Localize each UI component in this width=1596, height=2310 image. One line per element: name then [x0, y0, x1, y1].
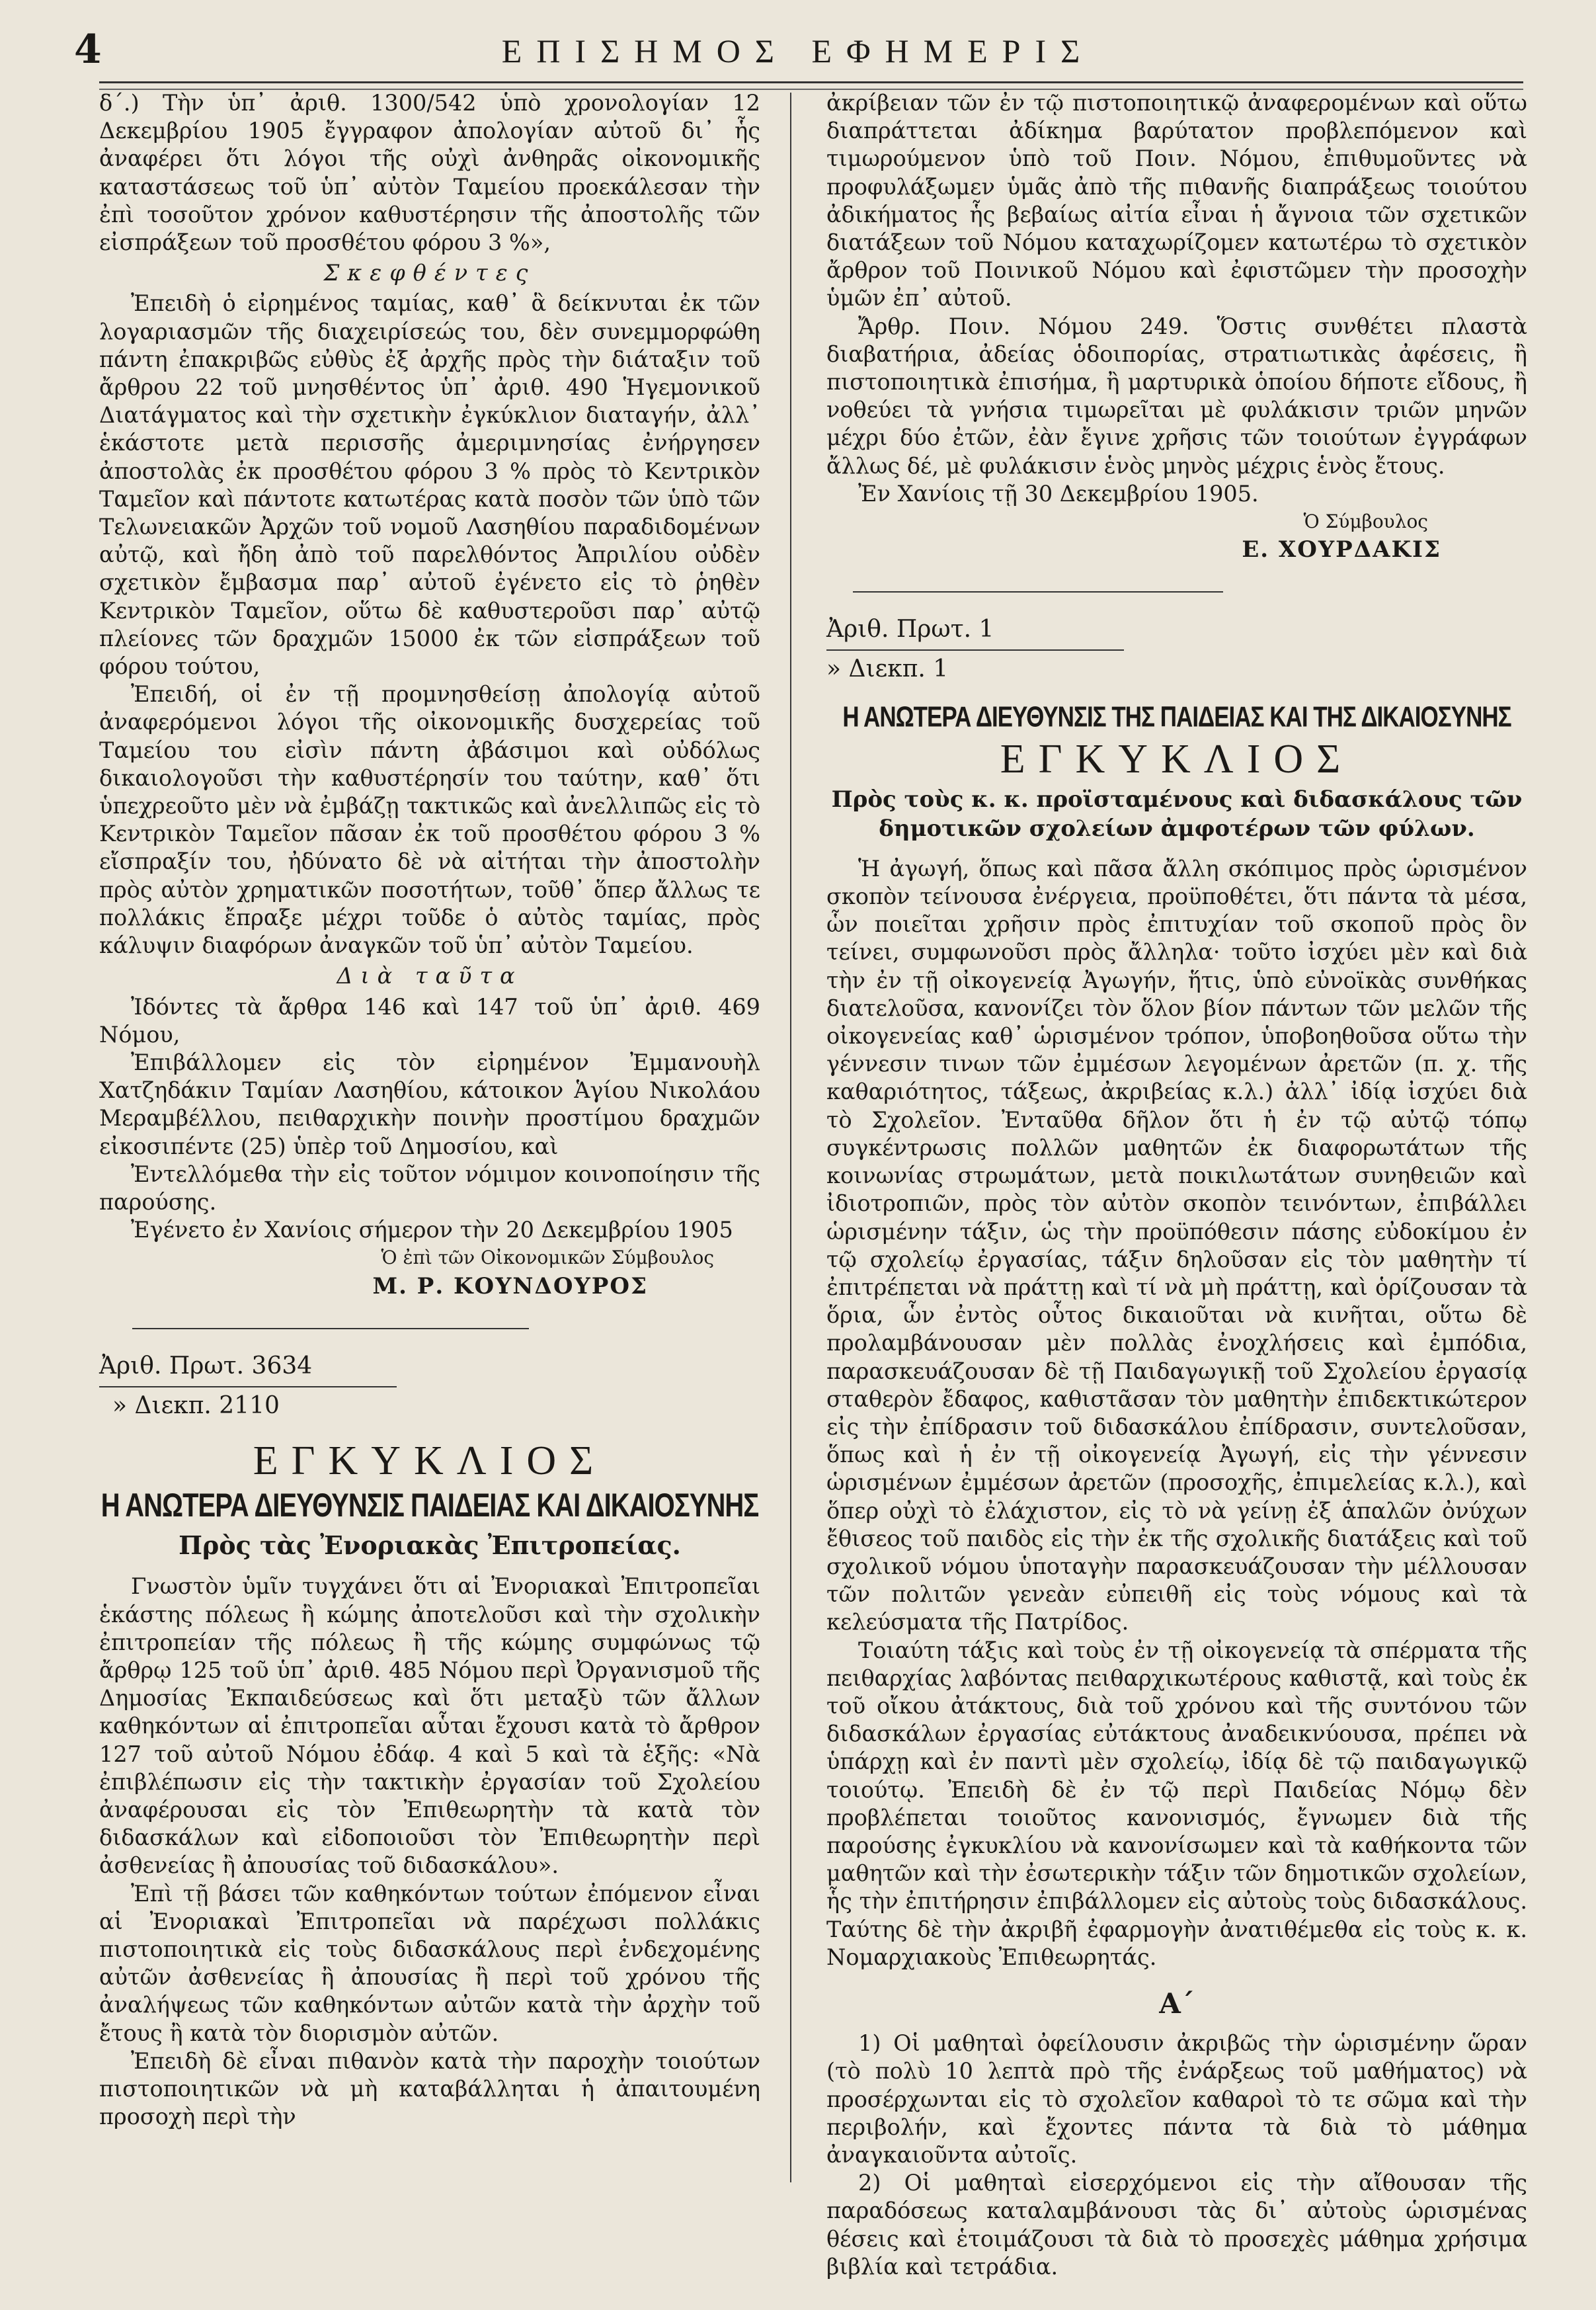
signer-office: Ὁ Σύμβουλος [1303, 511, 1428, 533]
signer-name: Μ. Ρ. ΚΟΥΝΔΟΥΡΟΣ [372, 1272, 648, 1299]
gazette-title: ΕΠΙΣΗΜΟΣ ΕΦΗΜΕΡΙΣ [501, 32, 1095, 69]
dispatch-number: » Διεκπ. 2110 [112, 1391, 280, 1419]
protocol-number: Ἀριθ. Πρωτ. 1 [826, 616, 994, 643]
paragraph: Ἐπειδὴ ὁ εἰρημένος ταμίας, καθ᾽ ἃ δείκνυται ἐκ τῶν λογαριασμῶν τῆς διαχειρίσεώς του, δὲν συνεμμορφώθη πάντη ἐπακριβῶς εὐθὺς ἐξ ἀρχῆς πρὸς τὴν διάταξιν τοῦ ἄρθρου 22 τοῦ μνησθέντος ὑπ᾽ ἀριθ. 490 Ἡγεμονικοῦ Διατάγματος καὶ τὴν σχετικὴν ἐγκύκλιον διαταγήν, ἀλλ᾽ ἑκάστοτε μετὰ περισσῆς ἀμεριμνησίας ἐνήργησεν ἀποστολὰς ἐκ προσθέτου φόρου 3 % πρὸς τὸ Κεντρικὸν Ταμεῖον καὶ πάντοτε κατωτέρας κατὰ ποσὸν τῶν ὑπὸ τῶν Τελωνειακῶν Ἀρχῶν τοῦ νομοῦ Λασηθίου παραδιδομένων αὐτῷ, καὶ ἤδη ἀπὸ τοῦ παρελθόντος Ἀπριλίου οὐδὲν σχετικὸν ἔμβασμα παρ᾽ αὐτοῦ ἐγένετο εἰς τὸ ῥηθὲν Κεντρικὸν Ταμεῖον, οὕτω δὲ καθυστεροῦσι παρ᾽ αὐτῷ πλείονες τῶν δραχμῶν 15000 ἐκ τῶν εἰσπράξεων τοῦ φόρου τούτου, [99, 290, 760, 680]
page-number: 4 [74, 26, 102, 73]
issuing-authority: Η ΑΝΩΤΕΡΑ ΔΙΕΥΘΥΝΣΙΣ ΤΗΣ ΠΑΙΔΕΙΑΣ ΚΑΙ ΤΗΣ ΔΙΚΑΙΟΣΥΝΗΣ [842, 701, 1511, 734]
right-column [826, 89, 1527, 2281]
paragraph: Ἐπὶ τῇ βάσει τῶν καθηκόντων τούτων ἐπόμενον εἶναι αἱ Ἐνοριακαὶ Ἐπιτροπεῖαι νὰ παρέχωσι πολλάκις πιστοποιητικὰ εἰς τοὺς διδασκάλους περὶ ἐνδεχομένης αὐτῶν ἀσθενείας ἢ ἀπουσίας ἢ περὶ τοῦ χρόνου τῆς ἀναλήψεως τῶν καθηκόντων αὐτῶν κατὰ τὴν ἀρχὴν τοῦ ἔτους ἢ κατὰ τὸν διορισμὸν αὐτῶν. [99, 1880, 760, 2046]
left-column [99, 89, 760, 2131]
rule-item: 1) Οἱ μαθηταὶ ὀφείλουσιν ἀκριβῶς τὴν ὡρισμένην ὥραν (τὸ πολὺ 10 λεπτὰ πρὸ τῆς ἐνάρξεως τοῦ μαθήματος) νὰ προσέρχωνται εἰς τὸ σχολεῖον καθαροὶ τὸ τε σῶμα καὶ τὴν περιβολήν, καὶ ἔχοντες πάντα τὰ διὰ τὸ μάθημα ἀναγκαιοῦντα αὐτοῖς. [826, 2030, 1527, 2168]
law-article: Ἄρθρ. Ποιν. Νόμου 249. Ὅστις συνθέτει πλαστὰ διαβατήρια, ἀδείας ὁδοιπορίας, στρατιωτικὰς ἀφέσεις, ἢ πιστοποιητικὰ ἐπισήμα, ἢ μαρτυρικὰ ὁποίου δήποτε εἴδους, ἢ νοθεύει τὰ γνήσια τιμωρεῖται μὲ φυλάκισιν τριῶν μηνῶν μέχρι δύο ἐτῶν, ἐὰν ἔγινε χρῆσις τῶν τοιούτων ἐγγράφων ἄλλως δέ, μὲ φυλάκισιν ἑνὸς μηνὸς μέχρις ἑνὸς ἔτους. [826, 313, 1527, 479]
paragraph: Γνωστὸν ὑμῖν τυγχάνει ὅτι αἱ Ἐνοριακαὶ Ἐπιτροπεῖαι ἑκάστης πόλεως ἢ κώμης ἀποτελοῦσι καὶ τὴν σχολικὴν ἐπιτροπείαν τῆς πόλεως ἢ τῆς κώμης συμφώνως τῷ ἄρθρῳ 125 τοῦ ὑπ᾽ ἀριθ. 485 Νόμου περὶ Ὀργανισμοῦ τῆς Δημοσίας Ἐκπαιδεύσεως καὶ ὅτι μεταξὺ τῶν ἄλλων καθηκόντων αἱ ἐπιτροπεῖαι αὗται ἔχουσι κατὰ τὸ ἄρθρον 127 τοῦ αὐτοῦ Νόμου ἐδάφ. 4 καὶ 5 καὶ τὰ ἑξῆς: «Νὰ ἐπιβλέπωσιν εἰς τὴν τακτικὴν ἐργασίαν τοῦ Σχολείου ἀναφέρουσαι εἰς τὸν Ἐπιθεωρητὴν τὰ κατὰ τὸν διδασκάλων καὶ εἰδοποιοῦσι τὸν Ἐπιθεωρητὴν περὶ ἀσθενείας ἢ ἀπουσίας τοῦ διδασκάλου». [99, 1573, 760, 1879]
rule-item: 2) Οἱ μαθηταὶ εἰσερχόμενοι εἰς τὴν αἴθουσαν τῆς παραδόσεως καταλαμβάνουσι τὰς δι᾽ αὐτοὺς ὡρισμένας θέσεις καὶ ἑτοιμάζουσι τὰ διὰ τὸ προσεχὲς μάθημα χρήσιμα βιβλία καὶ τετράδια. [826, 2170, 1527, 2280]
paragraph: Ἐπιβάλλομεν εἰς τὸν εἰρημένον Ἐμμανουὴλ Χατζηδάκιν Ταμίαν Λασηθίου, κάτοικον Ἁγίου Νικολάου Μεραμβέλλου, πειθαρχικὴν ποινὴν προστίμου δραχμῶν εἰκοσιπέντε (25) ὑπὲρ τοῦ Δημοσίου, καὶ [99, 1049, 760, 1159]
dispatch-number: » Διεκπ. 1 [826, 655, 949, 683]
addressee: Πρὸς τοὺς κ. κ. προϊσταμένους καὶ διδασκάλους τῶν δημοτικῶν σχολείων ἀμφοτέρων τῶν φύλων. [831, 786, 1523, 842]
dia-tauta-heading: Διὰ ταῦτα [337, 963, 523, 989]
signer-office: Ὁ ἐπὶ τῶν Οἰκονομικῶν Σύμβουλος [381, 1247, 714, 1269]
column-divider [790, 93, 791, 2182]
opening-paragraph: δ΄.) Τὴν ὑπ᾽ ἀριθ. 1300/542 ὑπὸ χρονολογίαν 12 Δεκεμβρίου 1905 ἔγγραφον ἀπολογίαν αὐτοῦ δι᾽ ἧς ἀναφέρει ὅτι λόγοι τῆς οὐχὶ ἀνθηρᾶς οἰκονομικῆς καταστάσεως τοῦ ὑπ᾽ αὐτὸν Ταμείου προεκάλεσαν τὴν ἐπὶ τοσοῦτον χρόνον καθυστέρησιν τῆς ἀποστολῆς τῶν εἰσπράξεων τοῦ προσθέτου φόρου 3 %», [99, 90, 760, 256]
paragraph: Ἡ ἀγωγή, ὅπως καὶ πᾶσα ἄλλη σκόπιμος πρὸς ὡρισμένον σκοπὸν τείνουσα ἐνέργεια, προϋποθέτει, ὅτι πάντα τὰ μέσα, ὧν ποιεῖται χρῆσιν πρὸς ἐπιτυχίαν τοῦ σκοποῦ πρὸς ὃν τείνει, συμφωνοῦσι πρὸς ἄλληλα· τοῦτο ἰσχύει μὲν καὶ διὰ τὴν ἐν τῇ οἰκογενείᾳ Ἀγωγήν, ἥτις, ὑπὸ εὐνοϊκὰς συνθήκας διατελοῦσα, κανονίζει τὸν ὅλον βίον πάντων τῶν μελῶν τῆς οἰκογενείας καθ᾽ ὡρισμένον τρόπον, ὑποβοηθοῦσα οὕτω τὴν γέννεσιν τινων τῶν ἐμμέσων λεγομένων ἀρετῶν (π. χ. τῆς καθαριότητος, τάξεως, ἀκριβείας κ.λ.) ἀλλ᾽ ἰδίᾳ ἰσχύει διὰ τὸ Σχολεῖον. Ἐνταῦθα δῆλον ὅτι ἡ ἐν τῷ αὐτῷ τόπῳ συγκέντρωσις πολλῶν μαθητῶν ἐκ διαφορωτάτων τῆς κοινωνίας στρωμάτων, μετὰ ποικιλωτάτων συνηθειῶν καὶ ἰδιοτροπιῶν, πρὸς τὸν αὐτὸν σκοπὸν τεινόντων, ἐπιβάλλει ὡρισμένην τάξιν, ὡς τὴν προϋπόθεσιν πάσης εὐδοκίμου ἐν τῷ σχολείῳ ἐργασίας, τάξιν δηλοῦσαν εἰς τὸν μαθητὴν τί ἐπιτρέπεται νὰ πράττῃ καὶ τί νὰ μὴ πράττῃ, καὶ ὁρίζουσαν τὰ ὅρια, ὧν ἐντὸς οὗτος δικαιοῦται νὰ κινῆται, οὕτω δὲ προλαμβάνουσαν μὲν πολλὰς ἐνοχλήσεις καὶ ἐμπόδια, παρασκευάζουσαν δὲ τῇ Παιδαγωγικῇ τοῦ Σχολείου ἐργασίᾳ σταθερὸν ἔδαφος, καθιστᾶσαν τὸν μαθητὴν ἐπιδεκτικώτερον εἰς τὴν ἐπίδρασιν τοῦ διδασκάλου ἐπίδρασιν, συντελοῦσαν, ὅπως καὶ ἡ ἐν τῇ οἰκογενείᾳ Ἀγωγή, εἰς τὴν γέννεσιν ὡρισμένων ἐμμέσων ἀρετῶν (προσοχῆς, ἐπιμελείας κ.λ.), καὶ ὅπερ οὐχὶ τὸ ἐλάχιστον, εἰς τὸ νὰ γείνῃ ἐξ ἁπαλῶν ὀνύχων ἔθισεος τοῦ παιδὸς εἰς τὴν ἐκ τῆς σχολικῆς διατάξεις καὶ τοῦ σχολικοῦ νόμου ὑποταγὴν παρασκευάζουσαν τὴν μέλλουσαν τῶν πολιτῶν γενεὰν εὐπειθῆ εἰς τοὺς νόμους καὶ τὰ κελεύσματα τῆς Πατρίδος. [826, 855, 1527, 1635]
decision-date: Ἐγένετο ἐν Χανίοις σήμερον τὴν 20 Δεκεμβρίου 1905 [131, 1217, 733, 1243]
addressee: Πρὸς τὰς Ἐνοριακὰς Ἐπιτροπείας. [179, 1530, 681, 1561]
paragraph: ἀκρίβειαν τῶν ἐν τῷ πιστοποιητικῷ ἀναφερομένων καὶ οὕτω διαπράττεται ἀδίκημα βαρύτατον προβλεπόμενον καὶ τιμωρούμενον ὑπὸ τοῦ Ποιν. Νόμου, ἐπιθυμοῦντες νὰ προφυλάξωμεν ὑμᾶς ἀπὸ τῆς πιθανῆς διαπράξεως τοιούτου ἀδικήματος ἧς βεβαίως αἰτία εἶναι ἡ ἄγνοια τῶν σχετικῶν διατάξεων τοῦ Νόμου καταχωρίζομεν κατωτέρω τὸ σχετικὸν ἄρθρον τοῦ Ποινικοῦ Νόμου καὶ ἐφιστῶμεν τὴν προσοχὴν ὑμῶν ἐπ᾽ αὐτοῦ. [826, 90, 1527, 311]
section-divider [853, 591, 1223, 593]
section-divider [132, 1328, 529, 1329]
skephthentes-heading: Σκεφθέντες [323, 260, 536, 286]
circular-heading: ΕΓΚΥΚΛΙΟΣ [253, 1438, 607, 1483]
issuing-authority: Η ΑΝΩΤΕΡΑ ΔΙΕΥΘΥΝΣΙΣ ΠΑΙΔΕΙΑΣ ΚΑΙ ΔΙΚΑΙΟΣΥΝΗΣ [100, 1487, 759, 1524]
paragraph: Ἐντελλόμεθα τὴν εἰς τοῦτον νόμιμον κοινοποίησιν τῆς παρούσης. [99, 1161, 760, 1215]
signer-name: Ε. ΧΟΥΡΔΑΚΙΣ [1242, 536, 1441, 563]
circular-heading: ΕΓΚΥΚΛΙΟΣ [1000, 736, 1354, 782]
protocol-number: Ἀριθ. Πρωτ. 3634 [99, 1352, 313, 1380]
protocol-rule [826, 649, 1124, 651]
decision-date: Ἐν Χανίοις τῇ 30 Δεκεμβρίου 1905. [858, 480, 1259, 507]
paragraph: Ἰδόντες τὰ ἄρθρα 146 καὶ 147 τοῦ ὑπ᾽ ἀριθ. 469 Νόμου, [99, 993, 760, 1048]
paragraph: Ἐπειδὴ δὲ εἶναι πιθανὸν κατὰ τὴν παροχὴν τοιούτων πιστοποιητικῶν νὰ μὴ καταβάλληται ἡ ἀπαιτουμένη προσοχὴ περὶ τὴν [99, 2047, 760, 2130]
paragraph: Ἐπειδή, οἱ ἐν τῇ προμνησθείσῃ ἀπολογίᾳ αὐτοῦ ἀναφερόμενοι λόγοι τῆς οἰκονομικῆς δυσχερείας τοῦ Ταμείου του εἰσὶν πάντη ἀβάσιμοι καὶ οὐδόλως δικαιολογοῦσι τὴν καθυστέρησίν του ταύτην, καθ᾽ ὅτι ὑπεχρεοῦτο μὲν νὰ ἐμβάζῃ τακτικῶς καὶ ἀνελλιπῶς εἰς τὸ Κεντρικὸν Ταμεῖον πᾶσαν ἐκ τοῦ προσθέτου φόρου 3 % εἴσπραξίν του, ἠδύνατο δὲ νὰ αἰτήται τὴν ἀποστολὴν πρὸς αὐτὸν χρηματικῶν ποσοτήτων, τοῦθ᾽ ὅπερ ἄλλως τε πολλάκις ἔπραξε μέχρι τοῦδε ὁ αὐτὸς ταμίας, πρὸς κάλυψιν διαφόρων ἀναγκῶν τοῦ ὑπ᾽ αὐτὸν Ταμείου. [99, 681, 760, 959]
protocol-rule [99, 1386, 397, 1387]
section-marker: Α΄ [1159, 1987, 1195, 2020]
page-header [0, 12, 1596, 85]
paragraph: Τοιαύτη τάξις καὶ τοὺς ἐν τῇ οἰκογενείᾳ τὰ σπέρματα τῆς πειθαρχίας λαβόντας πειθαρχικωτέρους καθιστᾷ, καὶ τοὺς ἐκ τοῦ οἴκου ἀτάκτους, διὰ τοῦ χρόνου καὶ τῆς συντόνου τῶν διδασκάλων ἐργασίας εὐτάκτους ἀναδεικνύουσα, πρέπει νὰ ὑπάρχῃ καὶ ἐν παντὶ μὲν σχολείῳ, ἰδίᾳ δὲ τῷ παιδαγωγικῷ τοιούτῳ. Ἐπειδὴ δὲ ἐν τῷ περὶ Παιδείας Νόμῳ δὲν προβλέπεται τοιοῦτος κανονισμός, ἔγνωμεν διὰ τῆς παρούσης ἐγκυκλίου νὰ κανονίσωμεν καὶ τὰ καθήκοντα τῶν μαθητῶν καὶ τὴν ἐσωτερικὴν τάξιν τῶν δημοτικῶν σχολείων, ἧς τὴν ἐπιτήρησιν ἐπιβάλλομεν εἰς αὐτοὺς τοὺς διδασκάλους. Ταύτης δὲ τὴν ἀκριβῆ ἐφαρμογὴν ἀνατιθέμεθα εἰς τοὺς κ. κ. Νομαρχιακοὺς Ἐπιθεωρητάς. [826, 1637, 1527, 1970]
